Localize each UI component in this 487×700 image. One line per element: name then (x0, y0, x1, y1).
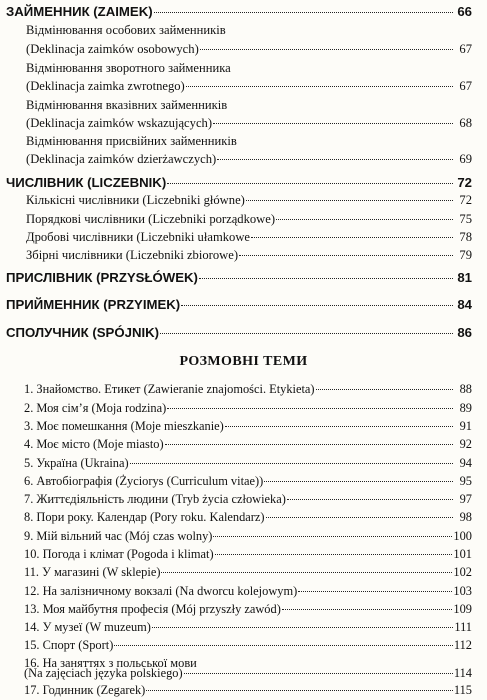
leader-dots (199, 278, 453, 279)
leader-dots (225, 426, 453, 427)
toc-topic-line1: 16. На заняттях з польської мови (24, 656, 197, 670)
entry-text: (Deklinacja zaimków wskazujących) (26, 116, 213, 130)
toc-topic[interactable] (24, 547, 472, 562)
page-number: 112 (453, 638, 472, 652)
leader-dots (152, 627, 453, 628)
toc-topic[interactable] (24, 437, 472, 452)
leader-dots (165, 444, 453, 445)
toc-topic[interactable] (24, 638, 472, 653)
entry-text: 3. Моє помешкання (Moje mieszkanie) (24, 419, 224, 433)
page-number: 69 (459, 152, 472, 166)
toc-topic[interactable] (24, 456, 472, 471)
page-number: 75 (459, 212, 472, 226)
entry-text: 10. Погода і клімат (Pogoda i klimat) (24, 547, 214, 561)
leader-dots (239, 255, 453, 256)
entry-text: Дробові числівники (Liczebniki ułamkowe (26, 230, 251, 244)
page-number: 72 (457, 175, 472, 190)
leader-dots (213, 536, 452, 537)
page-number: 97 (459, 492, 472, 506)
entry-text: 9. Мій вільний час (Mój czas wolny) (24, 529, 213, 543)
leader-dots (213, 123, 453, 124)
leader-dots (246, 200, 453, 201)
page-number: 95 (459, 474, 472, 488)
leader-dots (217, 159, 453, 160)
toc-subentry-line1: Відмінювання присвійних займенників (26, 134, 237, 148)
entry-text: 15. Спорт (Sport) (24, 638, 114, 652)
page-number: 88 (459, 382, 472, 396)
toc-topic[interactable] (24, 565, 472, 580)
toc-topic[interactable] (24, 529, 472, 544)
leader-dots (181, 305, 453, 306)
page-number: 92 (459, 437, 472, 451)
page-number: 103 (453, 584, 472, 598)
leader-dots (184, 673, 453, 674)
entry-text: Кількісні числівники (Liczebniki główne) (26, 193, 245, 207)
leader-dots (114, 645, 453, 646)
toc-subentry-line1: Відмінювання особових займенників (26, 23, 226, 37)
page-number: 67 (459, 79, 472, 93)
toc-section-pronoun[interactable] (6, 4, 472, 19)
page-number: 89 (459, 401, 472, 415)
page-number: 101 (453, 547, 472, 561)
section-title: ПРИСЛІВНИК (PRZYSŁÓWEK) (6, 270, 198, 285)
entry-text: 5. Україна (Ukraina) (24, 456, 129, 470)
entry-text: 7. Життєдіяльність людини (Tryb życia człowieka) (24, 492, 286, 506)
entry-text: (Deklinacja zaimków osobowych) (26, 42, 199, 56)
toc-topic[interactable] (24, 419, 472, 434)
page-number: 100 (453, 529, 472, 543)
page-number: 86 (457, 325, 472, 340)
section-title: ПРИЙМЕННИК (PRZYIMEK) (6, 297, 181, 312)
entry-text: Збірні числівники (Liczebniki zbiorowe) (26, 248, 239, 262)
toc-section-preposition[interactable] (6, 297, 472, 312)
toc-topic[interactable] (24, 584, 472, 599)
toc-section-conjunction[interactable] (6, 325, 472, 340)
leader-dots (215, 554, 453, 555)
entry-text: 13. Моя майбутня професія (Mój przyszły zawód) (24, 602, 281, 616)
page-number: 111 (454, 620, 472, 634)
entry-text: 6. Автобіографія (Życiorys (Curriculum vitae)) (24, 474, 264, 488)
toc-topic[interactable] (24, 683, 472, 698)
leader-dots (316, 389, 453, 390)
leader-dots (154, 12, 453, 13)
leader-dots (167, 408, 453, 409)
leader-dots (251, 237, 453, 238)
entry-text: 11. У магазині (W sklepie) (24, 565, 161, 579)
toc-subentry[interactable] (26, 212, 472, 227)
page-number: 81 (457, 270, 472, 285)
leader-dots (266, 517, 453, 518)
entry-text: 4. Моє місто (Moje miasto) (24, 437, 164, 451)
entry-text: (Deklinacja zaimka zwrotnego) (26, 79, 185, 93)
toc-topic[interactable] (24, 666, 472, 681)
section-title: ЗАЙМЕННИК (ZAIMEK) (6, 4, 153, 19)
leader-dots (160, 333, 453, 334)
toc-topic[interactable] (24, 510, 472, 525)
toc-subentry[interactable] (26, 230, 472, 245)
topics-heading: РОЗМОВНІ ТЕМИ (179, 354, 308, 369)
page-number: 84 (457, 297, 472, 312)
page-number: 68 (459, 116, 472, 130)
toc-subentry[interactable] (26, 248, 472, 263)
page-number: 94 (459, 456, 472, 470)
entry-text: Порядкові числівники (Liczebniki porządkowe) (26, 212, 276, 226)
entry-text: 14. У музеї (W muzeum) (24, 620, 151, 634)
toc-subentry-line1: Відмінювання зворотного займенника (26, 61, 231, 75)
toc-section-adverb[interactable] (6, 270, 472, 285)
page-number: 67 (459, 42, 472, 56)
toc-subentry-line1: Відмінювання вказівних займенників (26, 98, 228, 112)
leader-dots (186, 86, 453, 87)
entry-text: 12. На залізничному вокзалі (Na dworcu kolejowym) (24, 584, 298, 598)
page-number: 79 (459, 248, 472, 262)
page-number: 114 (453, 666, 472, 680)
toc-subentry[interactable] (26, 152, 472, 167)
toc-topic[interactable] (24, 382, 472, 397)
entry-text: (Na zajęciach języka polskiego) (24, 666, 183, 680)
leader-dots (161, 572, 452, 573)
page-number: 78 (459, 230, 472, 244)
page-number: 109 (453, 602, 472, 616)
toc-subentry[interactable] (26, 116, 472, 131)
entry-text: 1. Знайомство. Етикет (Zawieranie znajomości. Etykieta) (24, 382, 315, 396)
toc-topic[interactable] (24, 602, 472, 617)
leader-dots (276, 219, 453, 220)
leader-dots (200, 49, 453, 50)
page-number: 98 (459, 510, 472, 524)
section-title: СПОЛУЧНИК (SPÓJNIK) (6, 325, 160, 340)
page-number: 102 (453, 565, 472, 579)
toc-section-numeral[interactable] (6, 175, 472, 190)
leader-dots (130, 463, 453, 464)
page-number: 66 (457, 4, 472, 19)
entry-text: 17. Годинник (Zegarek) (24, 683, 146, 697)
toc-subentry[interactable] (26, 193, 472, 208)
leader-dots (298, 591, 452, 592)
entry-text: 2. Моя сім’я (Moja rodzina) (24, 401, 167, 415)
toc-topic[interactable] (24, 474, 472, 489)
leader-dots (146, 690, 453, 691)
page-number: 91 (459, 419, 472, 433)
leader-dots (264, 481, 453, 482)
leader-dots (282, 609, 453, 610)
toc-subentry[interactable] (26, 79, 472, 94)
leader-dots (287, 499, 453, 500)
toc-topic[interactable] (24, 401, 472, 416)
section-title: ЧИСЛІВНИК (LICZEBNIK) (6, 175, 167, 190)
page-number: 72 (459, 193, 472, 207)
entry-text: (Deklinacja zaimków dzierżawczych) (26, 152, 217, 166)
toc-topic[interactable] (24, 620, 472, 635)
leader-dots (167, 183, 453, 184)
toc-subentry[interactable] (26, 42, 472, 57)
page-number: 115 (453, 683, 472, 697)
toc-topic[interactable] (24, 492, 472, 507)
entry-text: 8. Пори року. Календар (Pory roku. Kalendarz) (24, 510, 265, 524)
